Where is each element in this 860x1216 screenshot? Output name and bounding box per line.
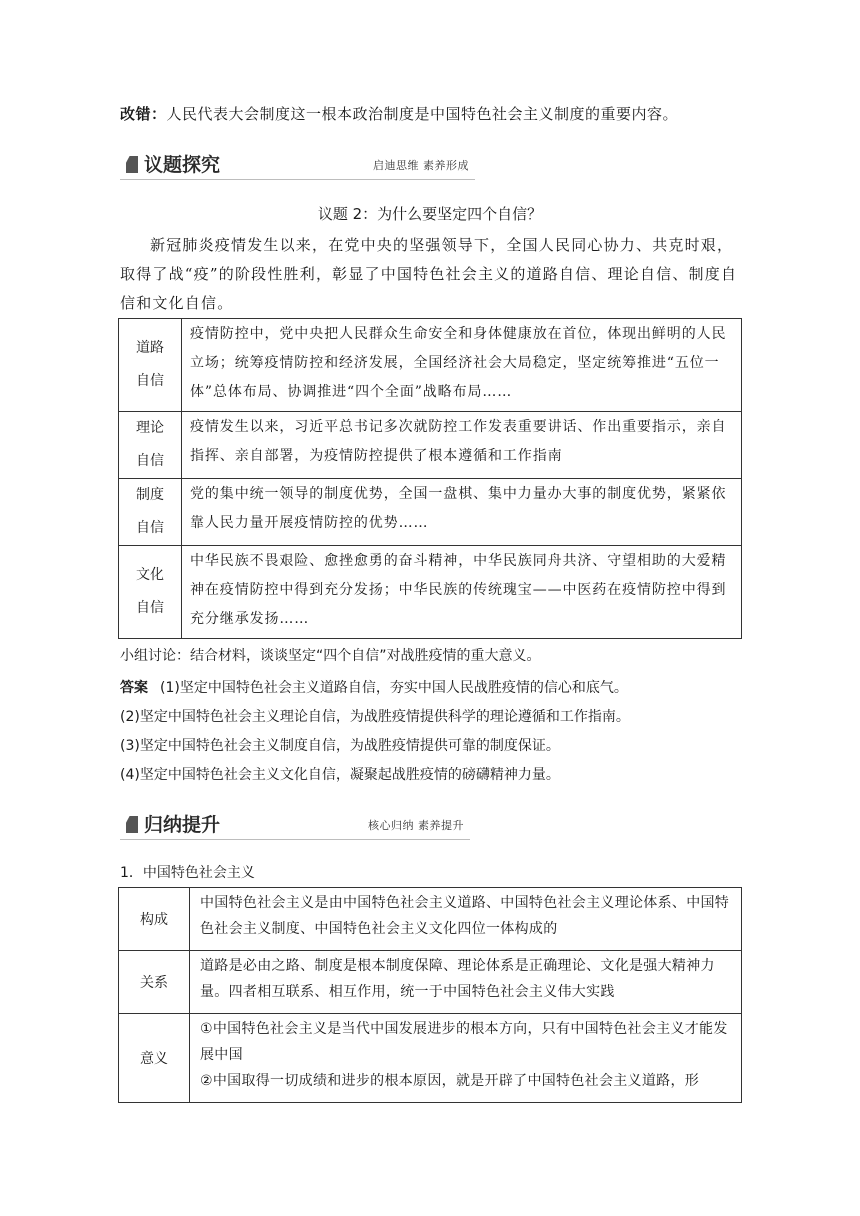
summary-item-title: 1．中国特色社会主义 bbox=[120, 865, 255, 881]
section-header-summary bbox=[120, 810, 470, 840]
answer-block bbox=[120, 674, 760, 790]
row-key: 制度 自信 bbox=[119, 479, 182, 546]
table-row bbox=[119, 479, 742, 546]
section-marker-icon bbox=[126, 816, 138, 833]
table-row bbox=[119, 319, 742, 412]
answer-item: (1)坚定中国特色社会主义道路自信，夯实中国人民战胜疫情的信心和底气。 bbox=[160, 680, 628, 696]
row-key: 理论 自信 bbox=[119, 412, 182, 479]
answer-label: 答案 bbox=[120, 680, 148, 696]
correction-line bbox=[120, 103, 678, 124]
section-marker-icon bbox=[126, 156, 138, 173]
row-content: 党的集中统一领导的制度优势，全国一盘棋、集中力量办大事的制度优势，紧紧依靠人民力量开展疫情防控的优势…… bbox=[182, 479, 742, 546]
row-content: ①中国特色社会主义是当代中国发展进步的根本方向，只有中国特色社会主义才能发展中国 ②中国取得一切成绩和进步的根本原因，就是开辟了中国特色社会主义道路，形 bbox=[190, 1014, 742, 1103]
row-content: 疫情防控中，党中央把人民群众生命安全和身体健康放在首位，体现出鲜明的人民立场；统筹疫情防控和经济发展，全国经济社会大局稳定，坚定统筹推进“五位一体”总体布局、协调推进“四个全面”战略布局…… bbox=[182, 319, 742, 412]
discussion-prompt: 小组讨论：结合材料，谈谈坚定“四个自信”对战胜疫情的重大意义。 bbox=[120, 648, 541, 664]
row-content: 疫情发生以来，习近平总书记多次就防控工作发表重要讲话、作出重要指示，亲自指挥、亲自部署，为疫情防控提供了根本遵循和工作指南 bbox=[182, 412, 742, 479]
table-row bbox=[119, 412, 742, 479]
row-key: 道路 自信 bbox=[119, 319, 182, 412]
issue-title: 议题 2：为什么要坚定四个自信？ bbox=[317, 205, 543, 223]
answer-item: (4)坚定中国特色社会主义文化自信，凝聚起战胜疫情的磅礴精神力量。 bbox=[120, 767, 560, 783]
issue-intro: 新冠肺炎疫情发生以来，在党中央的坚强领导下，全国人民同心协力、共克时艰，取得了战“疫”的阶段性胜利，彰显了中国特色社会主义的道路自信、理论自信、制度自信和文化自信。 bbox=[120, 236, 738, 312]
section-subtitle: 核心归纳 素养提升 bbox=[368, 819, 464, 832]
confidence-table bbox=[118, 318, 742, 639]
section-divider bbox=[120, 839, 470, 840]
summary-table bbox=[118, 887, 742, 1103]
answer-item: (2)坚定中国特色社会主义理论自信，为战胜疫情提供科学的理论遵循和工作指南。 bbox=[120, 709, 630, 725]
section-header-inquiry bbox=[120, 150, 475, 180]
correction-label: 改错： bbox=[120, 105, 167, 123]
row-content: 中华民族不畏艰险、愈挫愈勇的奋斗精神，中华民族同舟共济、守望相助的大爱精神在疫情防控中得到充分发扬；中华民族的传统瑰宝——中医药在疫情防控中得到充分继承发扬…… bbox=[182, 546, 742, 639]
section-title: 归纳提升 bbox=[144, 814, 221, 836]
row-key: 意义 bbox=[119, 1014, 190, 1103]
row-key: 关系 bbox=[119, 951, 190, 1014]
table-row bbox=[119, 951, 742, 1014]
row-content: 道路是必由之路、制度是根本制度保障、理论体系是正确理论、文化是强大精神力量。四者相互联系、相互作用，统一于中国特色社会主义伟大实践 bbox=[190, 951, 742, 1014]
table-row bbox=[119, 888, 742, 951]
table-row bbox=[119, 546, 742, 639]
section-subtitle: 启迪思维 素养形成 bbox=[373, 159, 469, 172]
row-key: 文化 自信 bbox=[119, 546, 182, 639]
table-row bbox=[119, 1014, 742, 1103]
section-title: 议题探究 bbox=[144, 154, 221, 176]
answer-item: (3)坚定中国特色社会主义制度自信，为战胜疫情提供可靠的制度保证。 bbox=[120, 738, 560, 754]
row-key: 构成 bbox=[119, 888, 190, 951]
correction-text: 人民代表大会制度这一根本政治制度是中国特色社会主义制度的重要内容。 bbox=[166, 105, 679, 123]
row-content: 中国特色社会主义是由中国特色社会主义道路、中国特色社会主义理论体系、中国特色社会主义制度、中国特色社会主义文化四位一体构成的 bbox=[190, 888, 742, 951]
section-divider bbox=[120, 179, 475, 180]
